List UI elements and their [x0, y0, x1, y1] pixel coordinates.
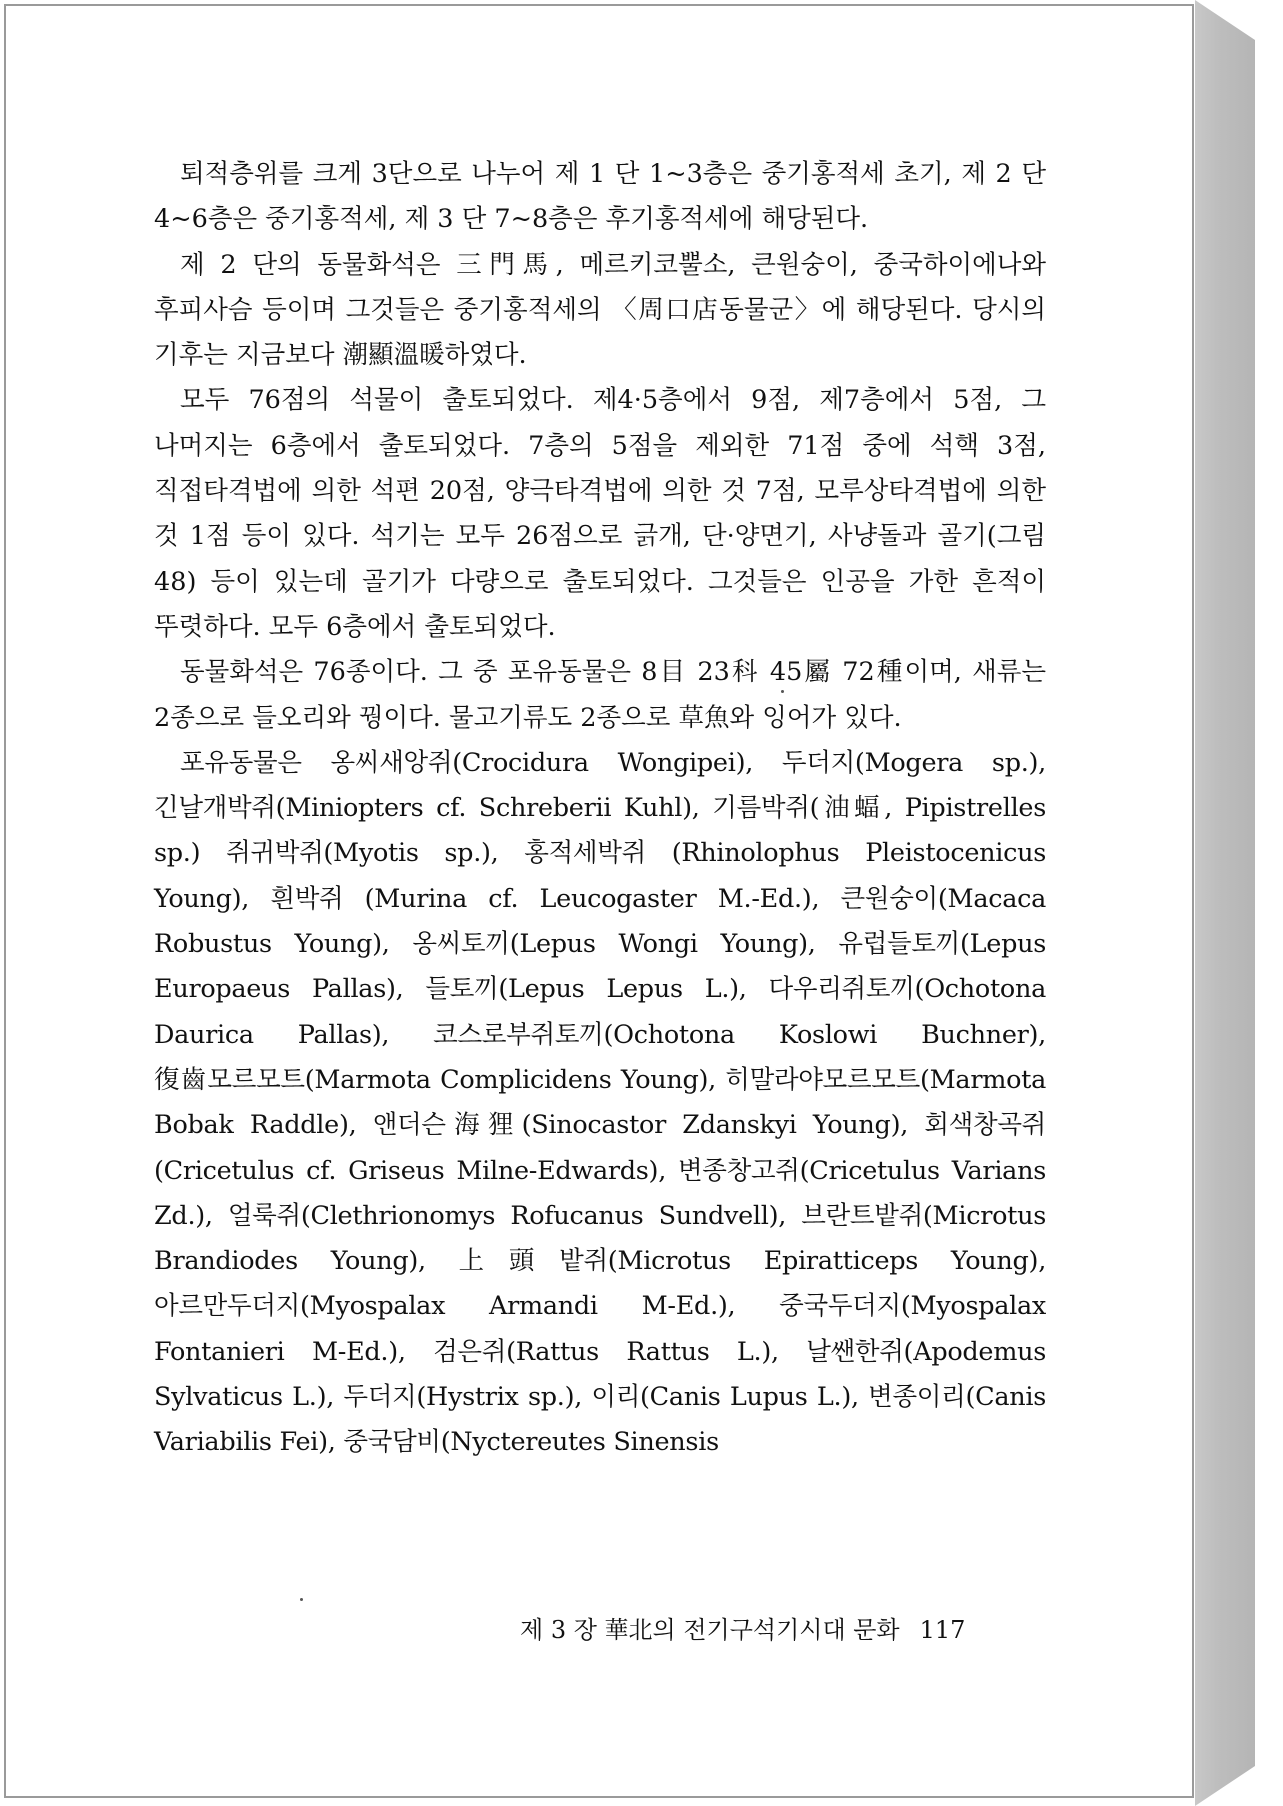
book-edge-bottom-corner: [1195, 1766, 1255, 1806]
page-footer: [520, 1612, 1020, 1648]
page-text-body: [154, 152, 1046, 1466]
paragraph-fauna-layer2: 제 2 단의 동물화석은 三門馬, 메르키코뿔소, 큰원숭이, 중국하이에나와 후피사슴 등이며 그것들은 중기홍적세의 〈周口店동물군〉에 해당된다. 당시의 기후는 지금보다 潮顯溫暖하였다.: [154, 249, 1046, 371]
running-footer-chapter: 제 3 장 華北의 전기구석기시대 문화: [520, 1616, 900, 1644]
scan-speck: [781, 690, 784, 693]
book-page-edge: [1195, 0, 1255, 1806]
scan-speck: [300, 1598, 303, 1601]
paragraph-animal-fossils: 동물화석은 76종이다. 그 중 포유동물은 8目 23科 45屬 72種이며, 새류는 2종으로 들오리와 꿩이다. 물고기류도 2종으로 草魚와 잉어가 있다.: [154, 657, 1046, 733]
paragraph-stone-artifacts: 모두 76점의 석물이 출토되었다. 제4·5층에서 9점, 제7층에서 5점, 그 나머지는 6층에서 출토되었다. 7층의 5점을 제외한 71점 중에 석핵 3점, 직접타격법에 의한 석편 20점, 양극타격법에 의한 것 7점, 모루상타격법에 의한 것 1점 등이 있다. 석기는 모두 26점으로 긁개, 단·양면기, 사냥돌과 골기(그림 48) 등이 있는데 골기가 다량으로 출토되었다. 그것들은 인공을 가한 흔적이 뚜렷하다. 모두 6층에서 출토되었다.: [154, 385, 1046, 642]
paragraph-mammal-species: 포유동물은 옹씨새앙쥐(Crocidura Wongipei), 두더지(Mogera sp.), 긴날개박쥐(Miniopters cf. Schreberii Kuhl), 기름박쥐(油蝠, Pipistrelles sp.) 쥐귀박쥐(Myotis sp.), 홍적세박쥐 (Rhinolophus Pleistocenicus Young), 흰박쥐 (Murina cf. Leucogaster M.-Ed.), 큰원숭이(Macaca Robustus Young), 옹씨토끼(Lepus Wongi Young), 유럽들토끼(Lepus Europaeus Pallas), 들토끼(Lepus Lepus L.), 다우리쥐토끼(Ochotona Daurica Pallas), 코스로부쥐토끼(Ochotona Koslowi Buchner), 復齒모르모트(Marmota Complicidens Young), 히말라야모르모트(Marmota Bobak Raddle), 앤더슨海狸(Sinocastor Zdanskyi Young), 회색창곡쥐(Cricetulus cf. Griseus Milne-Edwards), 변종창고쥐(Cricetulus Varians Zd.), 얼룩쥐(Clethrionomys Rofucanus Sundvell), 브란트밭쥐(Microtus Brandiodes Young), 上頭밭쥐(Microtus Epiratticeps Young), 아르만두더지(Myospalax Armandi M-Ed.), 중국두더지(Myospalax Fontanieri M-Ed.), 검은쥐(Rattus Rattus L.), 날쌘한쥐(Apodemus Sylvaticus L.), 두더지(Hystrix sp.), 이리(Canis Lupus L.), 변종이리(Canis Variabilis Fei), 중국담비(Nyctereutes Sinensis: [154, 747, 1046, 1458]
book-page: [4, 4, 1194, 1798]
book-edge-top-corner: [1195, 0, 1255, 40]
page-number: 117: [919, 1616, 966, 1644]
paragraph-stratigraphy: 퇴적층위를 크게 3단으로 나누어 제 1 단 1~3층은 중기홍적세 초기, 제 2 단 4~6층은 중기홍적세, 제 3 단 7~8층은 후기홍적세에 해당된다.: [154, 159, 1046, 235]
